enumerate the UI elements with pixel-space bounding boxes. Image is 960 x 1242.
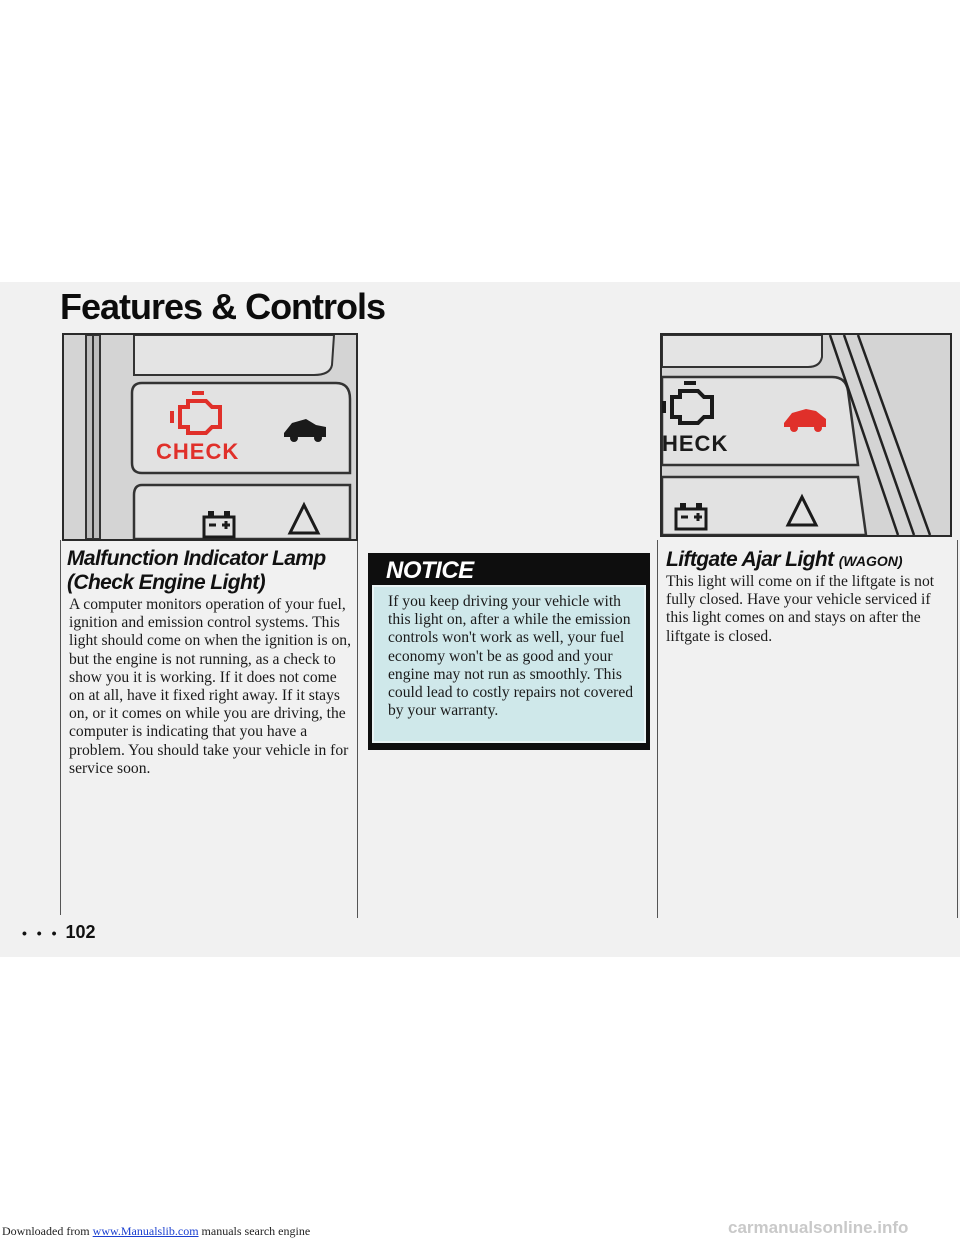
liftgate-heading-text: Liftgate Ajar Light: [666, 548, 834, 571]
notice-text: If you keep driving your vehicle with this light on, after a while the emission controls won't work as well, your fuel economy won't be as good and your engine may not run as smoothly. This could lead to costly repairs not covered by your warranty.: [388, 593, 634, 720]
column-rule-middle: [357, 540, 358, 918]
section-title: Features & Controls: [60, 286, 386, 327]
liftgate-heading-suffix: (WAGON): [838, 553, 903, 569]
check-label: HECK: [662, 431, 729, 456]
malfunction-heading: [67, 547, 352, 595]
malfunction-heading-line1: Malfunction Indicator Lamp: [67, 547, 326, 570]
watermark: carmanualsonline.info: [728, 1218, 909, 1237]
column-rule-right: [657, 540, 658, 918]
notice-box: [368, 553, 650, 750]
notice-body-panel: [372, 585, 646, 743]
page-number: [22, 922, 96, 943]
column-rule-left: [60, 540, 61, 915]
malfunction-heading-line2: (Check Engine Light): [67, 571, 266, 594]
liftgate-cluster-illustration: [660, 333, 952, 537]
liftgate-body: This light will come on if the liftgate is not fully closed. Have your vehicle serviced if this light comes on and stays on after the liftgate is closed.: [666, 573, 935, 645]
check-label: CHECK: [156, 439, 240, 464]
liftgate-heading: [666, 548, 951, 573]
column-rule-far-right: [957, 540, 958, 918]
notice-label: NOTICE: [386, 557, 474, 584]
malfunction-body: A computer monitors operation of your fuel, ignition and emission control systems. This light should come on when the ignition is on, but the engine is not running, as a check to show you it is working. If it does not come on at all, have it fixed right away. If it stays on, or it comes on while you are driving, the computer is indicating that you have a problem. You should take your vehicle in for service soon.: [69, 596, 351, 777]
check-engine-cluster-illustration: [62, 333, 358, 541]
page-number-dots: • • •: [22, 925, 60, 941]
download-footer: [2, 1224, 310, 1239]
page-number-value: 102: [65, 922, 96, 942]
manualslib-link[interactable]: www.Manualslib.com: [92, 1224, 199, 1238]
footer-suffix: manuals search engine: [198, 1224, 311, 1238]
footer-prefix: Downloaded from: [2, 1224, 93, 1238]
